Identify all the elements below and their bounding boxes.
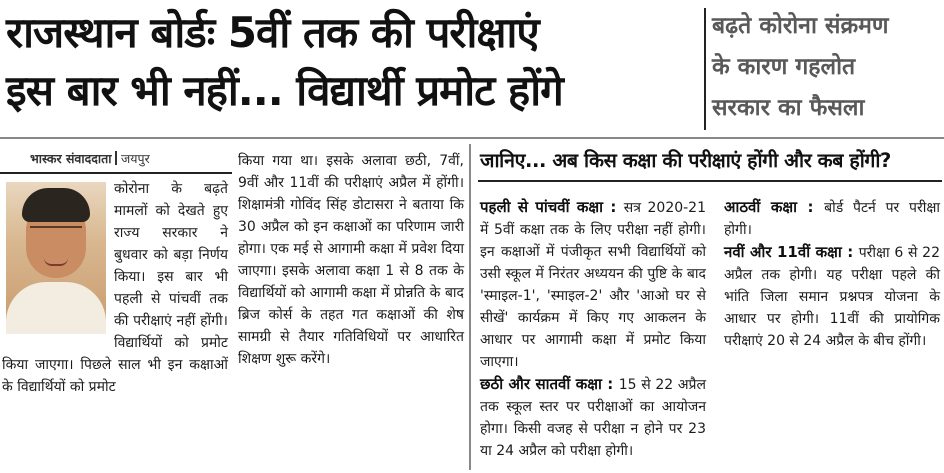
headline bbox=[6, 4, 698, 120]
box-item-class1-5: पहली से पांचवीं कक्षा : सत्र 2020-21 में 5वीं कक्षा तक के लिए परीक्षा नहीं होगी। इन कक्षाओं में पंजीकृत सभी विद्यार्थियों को उसी स्कूल में निरंतर अध्ययन की पुष्टि के बाद 'स्माइल-1', 'स्माइल-2' और 'आओ घर से सीखें' कार्यक्रम में किए गए आकलन के आधार पर आगामी कक्षा में प्रमोट किया जाएगा। bbox=[480, 198, 706, 370]
box-column-left bbox=[480, 196, 706, 462]
box-item-label: छठी और सातवीं कक्षा bbox=[480, 375, 602, 393]
byline-rule bbox=[0, 172, 232, 174]
box-item-label: पहली से पांचवीं कक्षा bbox=[480, 198, 604, 216]
story-intro: कोरोना के बढ़ते मामलों को देखते हुए राज्य सरकार ने बुधवार को बड़ा निर्णय किया। इस बार भी पहली से पांचवीं तक की परीक्षाएं नहीं होंगी। विद्यार्थियों को प्रमोट किया जाएगा। पिछले साल भी इन कक्षाओं के विद्यार्थियों को प्रमोट bbox=[2, 181, 228, 395]
box-heading-rule bbox=[478, 180, 942, 182]
byline bbox=[30, 150, 150, 167]
story-continued: किया गया था। इसके अलावा छठी, 7वीं, 9वीं और 11वीं की परीक्षाएं अप्रैल में होंगी। शिक्षामंत्री गोविंद सिंह डोटासरा ने बताया कि 30 अप्रैल को इन कक्षाओं का परिणाम जारी होगा। एक मई से आगामी कक्षा में प्रवेश दिया जाएगा। इसके अलावा कक्षा 1 से 8 तक के विद्यार्थियों को आगामी कक्षा में प्रोन्नति के बाद ब्रिज कोर्स के तहत गत कक्षाओं की शेष सामग्री से तैयार गतिविधियों पर आधारित शिक्षण शुरू करेंगे। bbox=[238, 153, 464, 367]
deck-line-1: बढ़ते कोरोना संक्रमण bbox=[712, 13, 889, 39]
story-column-1 bbox=[2, 178, 228, 398]
deck-line-2: के कारण गहलोत bbox=[712, 54, 856, 80]
box-item-label: आठवीं कक्षा bbox=[724, 198, 797, 216]
headline-line-1: राजस्थान बोर्डः 5वीं तक की परीक्षाएं bbox=[6, 8, 539, 57]
box-item-text: परीक्षा 6 से 22 अप्रैल तक होगी। यह परीक्षा पहले की भांति जिला समान प्रश्नपत्र योजना के आधार पर होगी। 11वीं की प्रायोगिक परीक्षाएं 20 से 24 अप्रैल के बीच होंगी। bbox=[724, 245, 940, 349]
box-item-label: नवीं और 11वीं कक्षा bbox=[724, 243, 842, 261]
deck bbox=[712, 6, 940, 129]
box-item-class8: आठवीं कक्षा : बोर्ड पैटर्न पर परीक्षा होगी। bbox=[724, 198, 941, 238]
box-column-right bbox=[724, 196, 940, 352]
box-item-class6-7: छठी और सातवीं कक्षा : 15 से 22 अप्रैल तक स्कूल स्तर पर परीक्षाओं का आयोजन होगा। किसी वजह से परीक्षा न होने पर 23 या 24 अप्रैल को परीक्षा होगी। bbox=[480, 375, 706, 459]
byline-reporter: भास्कर संवाददाता bbox=[30, 151, 112, 166]
byline-separator bbox=[115, 151, 117, 165]
box-heading: जानिए... अब किस कक्षा की परीक्षाएं होंगी और कब होंगी? bbox=[480, 149, 891, 172]
deck-line-3: सरकार का फैसला bbox=[712, 95, 865, 121]
reporter-photo bbox=[6, 182, 106, 334]
story-column-2 bbox=[238, 150, 464, 370]
headline-line-2: इस बार भी नहीं... विद्यार्थी प्रमोट होंगे bbox=[6, 66, 563, 115]
box-item-text: बोर्ड पैटर्न पर परीक्षा होगी। bbox=[724, 200, 941, 238]
byline-city: जयपुर bbox=[120, 151, 150, 166]
box-item-text: 15 से 22 अप्रैल तक स्कूल स्तर पर परीक्षाओं का आयोजन होगा। किसी वजह से परीक्षा न होने पर 23 या 24 अप्रैल को परीक्षा होगी। bbox=[480, 377, 706, 459]
box-item-class9-11: नवीं और 11वीं कक्षा : परीक्षा 6 से 22 अप्रैल तक होगी। यह परीक्षा पहले की भांति जिला समान प्रश्नपत्र योजना के आधार पर होगी। 11वीं की प्रायोगिक परीक्षाएं 20 से 24 अप्रैल के बीच होंगी। bbox=[724, 243, 940, 349]
headline-divider bbox=[704, 8, 706, 130]
headline-rule bbox=[0, 137, 944, 139]
box-item-text: सत्र 2020-21 में 5वीं कक्षा तक के लिए परीक्षा नहीं होगी। इन कक्षाओं में पंजीकृत सभी विद्यार्थियों को उसी स्कूल में निरंतर अध्ययन की पुष्टि के बाद 'स्माइल-1', 'स्माइल-2' और 'आओ घर से सीखें' कार्यक्रम में किए गए आकलन के आधार पर आगामी कक्षा में प्रमोट किया जाएगा। bbox=[480, 200, 706, 370]
column-divider bbox=[469, 144, 471, 470]
